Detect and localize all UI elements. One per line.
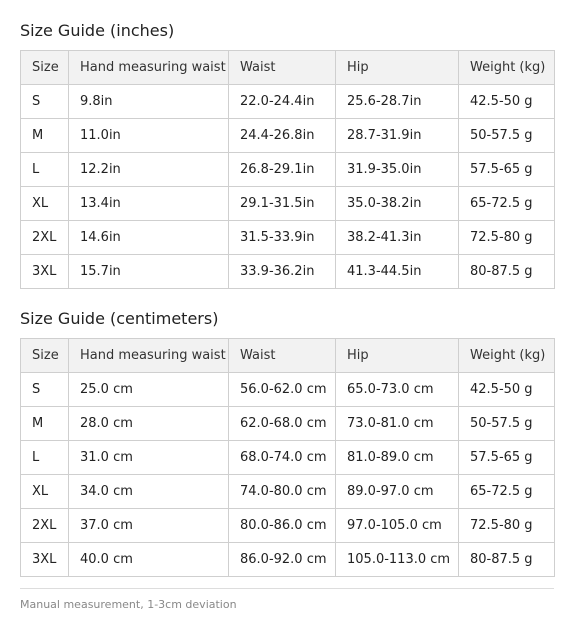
- header-cell-hip: Hip: [336, 339, 459, 373]
- cell-hand-waist: 9.8in: [69, 85, 229, 119]
- cell-size: S: [21, 373, 69, 407]
- cell-size: 2XL: [21, 509, 69, 543]
- cell-weight: 80-87.5 g: [459, 255, 555, 289]
- cell-weight: 57.5-65 g: [459, 441, 555, 475]
- cell-size: 3XL: [21, 543, 69, 577]
- header-cell-waist: Waist: [229, 339, 336, 373]
- cell-weight: 50-57.5 g: [459, 119, 555, 153]
- cell-weight: 72.5-80 g: [459, 509, 555, 543]
- table-row: [21, 119, 555, 153]
- header-cell-waist: Waist: [229, 51, 336, 85]
- cell-size: L: [21, 441, 69, 475]
- table-row: [21, 475, 555, 509]
- cell-hip: 28.7-31.9in: [336, 119, 459, 153]
- cell-hand-waist: 14.6in: [69, 221, 229, 255]
- centimeters-section-title: Size Guide (centimeters): [20, 309, 219, 328]
- cell-size: 3XL: [21, 255, 69, 289]
- table-row: [21, 407, 555, 441]
- cell-hip: 105.0-113.0 cm: [336, 543, 459, 577]
- cell-hip: 81.0-89.0 cm: [336, 441, 459, 475]
- table-header-row: [21, 339, 555, 373]
- cell-waist: 86.0-92.0 cm: [229, 543, 336, 577]
- header-cell-weight: Weight (kg): [459, 51, 555, 85]
- cell-waist: 62.0-68.0 cm: [229, 407, 336, 441]
- cell-weight: 65-72.5 g: [459, 187, 555, 221]
- header-cell-hip: Hip: [336, 51, 459, 85]
- cell-hip: 65.0-73.0 cm: [336, 373, 459, 407]
- cell-hand-waist: 25.0 cm: [69, 373, 229, 407]
- cell-hand-waist: 40.0 cm: [69, 543, 229, 577]
- centimeters-size-table: [20, 338, 555, 577]
- cell-hand-waist: 37.0 cm: [69, 509, 229, 543]
- cell-weight: 57.5-65 g: [459, 153, 555, 187]
- cell-waist: 80.0-86.0 cm: [229, 509, 336, 543]
- cell-hip: 31.9-35.0in: [336, 153, 459, 187]
- cell-weight: 72.5-80 g: [459, 221, 555, 255]
- table-row: [21, 509, 555, 543]
- cell-hip: 35.0-38.2in: [336, 187, 459, 221]
- cell-size: XL: [21, 475, 69, 509]
- table-row: [21, 441, 555, 475]
- measurement-footnote: Manual measurement, 1-3cm deviation: [20, 598, 237, 611]
- header-cell-hand-waist: Hand measuring waist: [69, 51, 229, 85]
- cell-waist: 56.0-62.0 cm: [229, 373, 336, 407]
- header-cell-weight: Weight (kg): [459, 339, 555, 373]
- cell-waist: 22.0-24.4in: [229, 85, 336, 119]
- inches-size-table: [20, 50, 555, 289]
- cell-hip: 25.6-28.7in: [336, 85, 459, 119]
- cell-size: L: [21, 153, 69, 187]
- cell-weight: 65-72.5 g: [459, 475, 555, 509]
- cell-waist: 31.5-33.9in: [229, 221, 336, 255]
- cell-waist: 24.4-26.8in: [229, 119, 336, 153]
- table-row: [21, 255, 555, 289]
- table-row: [21, 153, 555, 187]
- table-row: [21, 373, 555, 407]
- cell-weight: 50-57.5 g: [459, 407, 555, 441]
- cell-hand-waist: 28.0 cm: [69, 407, 229, 441]
- cell-hand-waist: 13.4in: [69, 187, 229, 221]
- table-row: [21, 85, 555, 119]
- cell-weight: 80-87.5 g: [459, 543, 555, 577]
- cell-size: M: [21, 407, 69, 441]
- footer-divider: [20, 588, 554, 589]
- header-cell-size: Size: [21, 339, 69, 373]
- cell-hand-waist: 34.0 cm: [69, 475, 229, 509]
- cell-hand-waist: 12.2in: [69, 153, 229, 187]
- cell-hip: 73.0-81.0 cm: [336, 407, 459, 441]
- cell-waist: 68.0-74.0 cm: [229, 441, 336, 475]
- cell-size: 2XL: [21, 221, 69, 255]
- cell-weight: 42.5-50 g: [459, 85, 555, 119]
- table-header-row: [21, 51, 555, 85]
- cell-hand-waist: 31.0 cm: [69, 441, 229, 475]
- header-cell-size: Size: [21, 51, 69, 85]
- cell-hand-waist: 15.7in: [69, 255, 229, 289]
- table-row: [21, 221, 555, 255]
- cell-waist: 29.1-31.5in: [229, 187, 336, 221]
- cell-waist: 33.9-36.2in: [229, 255, 336, 289]
- table-row: [21, 187, 555, 221]
- cell-hip: 97.0-105.0 cm: [336, 509, 459, 543]
- cell-hip: 41.3-44.5in: [336, 255, 459, 289]
- cell-weight: 42.5-50 g: [459, 373, 555, 407]
- cell-hip: 89.0-97.0 cm: [336, 475, 459, 509]
- cell-size: XL: [21, 187, 69, 221]
- cell-size: S: [21, 85, 69, 119]
- cell-waist: 26.8-29.1in: [229, 153, 336, 187]
- cell-hip: 38.2-41.3in: [336, 221, 459, 255]
- table-row: [21, 543, 555, 577]
- cell-waist: 74.0-80.0 cm: [229, 475, 336, 509]
- cell-hand-waist: 11.0in: [69, 119, 229, 153]
- header-cell-hand-waist: Hand measuring waist: [69, 339, 229, 373]
- cell-size: M: [21, 119, 69, 153]
- inches-section-title: Size Guide (inches): [20, 21, 175, 40]
